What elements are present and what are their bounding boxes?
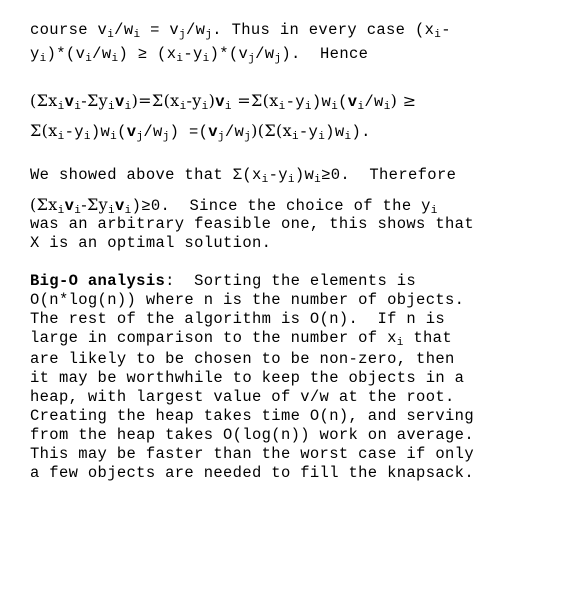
subscript: i — [74, 205, 82, 217]
p4-line-1 — [30, 272, 416, 291]
vector-v: v — [347, 93, 358, 111]
subscript: i — [111, 53, 119, 65]
p1-line-2 — [30, 45, 368, 64]
text: /w — [92, 45, 112, 63]
text: /w — [364, 93, 384, 111]
subscript: i — [176, 53, 184, 65]
subscript: i — [357, 101, 365, 113]
math-text: -y — [186, 91, 202, 110]
math-text: -Σy — [81, 91, 109, 110]
subscript: i — [83, 131, 91, 143]
text: ( — [338, 93, 348, 111]
math-text: (Σx — [30, 91, 58, 110]
text: y — [30, 45, 40, 63]
text: ) =( — [169, 123, 209, 141]
text: ). — [351, 123, 371, 141]
vector-v: v — [64, 197, 75, 215]
text: ≥0. Therefore — [321, 166, 457, 184]
p3-line-3: was an arbitrary feasible one, this shows that — [30, 215, 474, 233]
subscript: i — [383, 101, 391, 113]
math-text: =Σ(x — [231, 91, 279, 110]
p4-line-8: Creating the heap takes time O(n), and serving — [30, 407, 474, 425]
p4-line-6: it may be worthwhile to keep the objects in a — [30, 369, 465, 387]
vector-v: v — [126, 123, 137, 141]
text: /w — [224, 123, 245, 141]
subscript: i — [202, 53, 210, 65]
text: /w — [186, 21, 206, 39]
p4-line-4 — [30, 329, 452, 348]
math-text: (Σx — [30, 195, 58, 214]
subscript: i — [108, 205, 115, 217]
subscript: i — [318, 131, 326, 143]
vector-v: v — [215, 93, 225, 111]
section-heading: Big-O analysis — [30, 272, 166, 290]
subscript: i — [133, 29, 141, 41]
p3-line-2 — [30, 195, 438, 216]
vector-v: v — [64, 93, 75, 111]
text: : Sorting the elements is — [165, 272, 417, 290]
subscript: i — [201, 101, 209, 113]
subscript: j — [162, 131, 170, 143]
p3-line-1 — [30, 166, 456, 185]
p3-line-4: X is an optimal solution. — [30, 234, 272, 252]
text: We showed above that Σ(x — [30, 166, 262, 184]
subscript: j — [205, 29, 213, 41]
subscript: j — [274, 53, 282, 65]
subscript: i — [39, 53, 47, 65]
subscript: i — [331, 101, 339, 113]
text: ) ≥ (x — [118, 45, 177, 63]
text: -y — [285, 93, 305, 111]
subscript: j — [179, 29, 186, 41]
p4-line-3: The rest of the algorithm is O(n). If n is — [30, 310, 446, 328]
subscript: i — [287, 174, 295, 186]
text: /w — [114, 21, 134, 39]
subscript: i — [57, 101, 65, 113]
text: large in comparison to the number of x — [30, 329, 397, 347]
subscript: i — [291, 131, 299, 143]
subscript: i — [57, 205, 65, 217]
vector-v: v — [208, 123, 218, 141]
subscript: i — [278, 101, 286, 113]
text: /w — [255, 45, 275, 63]
subscript: i — [434, 29, 442, 41]
p4-line-7: heap, with largest value of v/w at the root. — [30, 388, 455, 406]
math-text: Σ(x — [30, 121, 58, 140]
math-text: )=Σ(x — [131, 91, 180, 110]
text: )≥0. Since the choice of the y — [131, 197, 431, 215]
p4-line-11: a few objects are needed to fill the knapsack. — [30, 464, 474, 482]
text: )*(v — [46, 45, 86, 63]
text: -y — [183, 45, 203, 63]
math-text: ) ≥ — [390, 91, 417, 110]
text: )w — [90, 123, 111, 141]
p4-line-10: This may be faster than the worst case if only — [30, 445, 474, 463]
subscript: i — [179, 101, 187, 113]
subscript: j — [136, 131, 144, 143]
p2-line-1 — [30, 91, 416, 112]
text: )*(v — [209, 45, 249, 63]
subscript: i — [108, 101, 115, 113]
subscript: i — [124, 205, 132, 217]
subscript: j — [217, 131, 225, 143]
subscript: i — [304, 101, 312, 113]
text: ). Hence — [281, 45, 369, 63]
subscript: j — [244, 131, 252, 143]
text: )w — [325, 123, 345, 141]
p4-line-5: are likely to be chosen to be non-zero, then — [30, 350, 455, 368]
subscript: i — [430, 205, 438, 217]
text: - — [441, 21, 451, 39]
p4-line-9: from the heap takes O(log(n)) work on average. — [30, 426, 474, 444]
subscript: i — [110, 131, 118, 143]
text: -y — [64, 123, 84, 141]
subscript: i — [57, 131, 65, 143]
text: that — [403, 329, 452, 347]
text: /w — [143, 123, 163, 141]
subscript: i — [261, 174, 269, 186]
p2-line-2 — [30, 121, 371, 142]
text: -y — [298, 123, 319, 141]
text: )w — [294, 166, 315, 184]
p1-line-1 — [30, 21, 451, 40]
p4-line-2: O(n*log(n)) where n is the number of objects. — [30, 291, 465, 309]
vector-v: v — [114, 197, 125, 215]
text: course v — [30, 21, 108, 39]
subscript: i — [344, 131, 352, 143]
subscript: j — [248, 53, 256, 65]
math-text: )(Σ(x — [251, 121, 292, 140]
subscript: i — [314, 174, 322, 186]
text: -y — [268, 166, 288, 184]
subscript: i — [74, 101, 82, 113]
math-text: -Σy — [81, 195, 109, 214]
subscript: i — [124, 101, 132, 113]
text: )w — [311, 93, 332, 111]
vector-v: v — [114, 93, 125, 111]
subscript: i — [224, 101, 232, 113]
subscript: i — [85, 53, 93, 65]
subscript: i — [396, 337, 404, 349]
text: . Thus in every case (x — [212, 21, 435, 39]
subscript: i — [107, 29, 115, 41]
text: ( — [117, 123, 127, 141]
math-text: ) — [208, 91, 216, 110]
text: = v — [140, 21, 180, 39]
